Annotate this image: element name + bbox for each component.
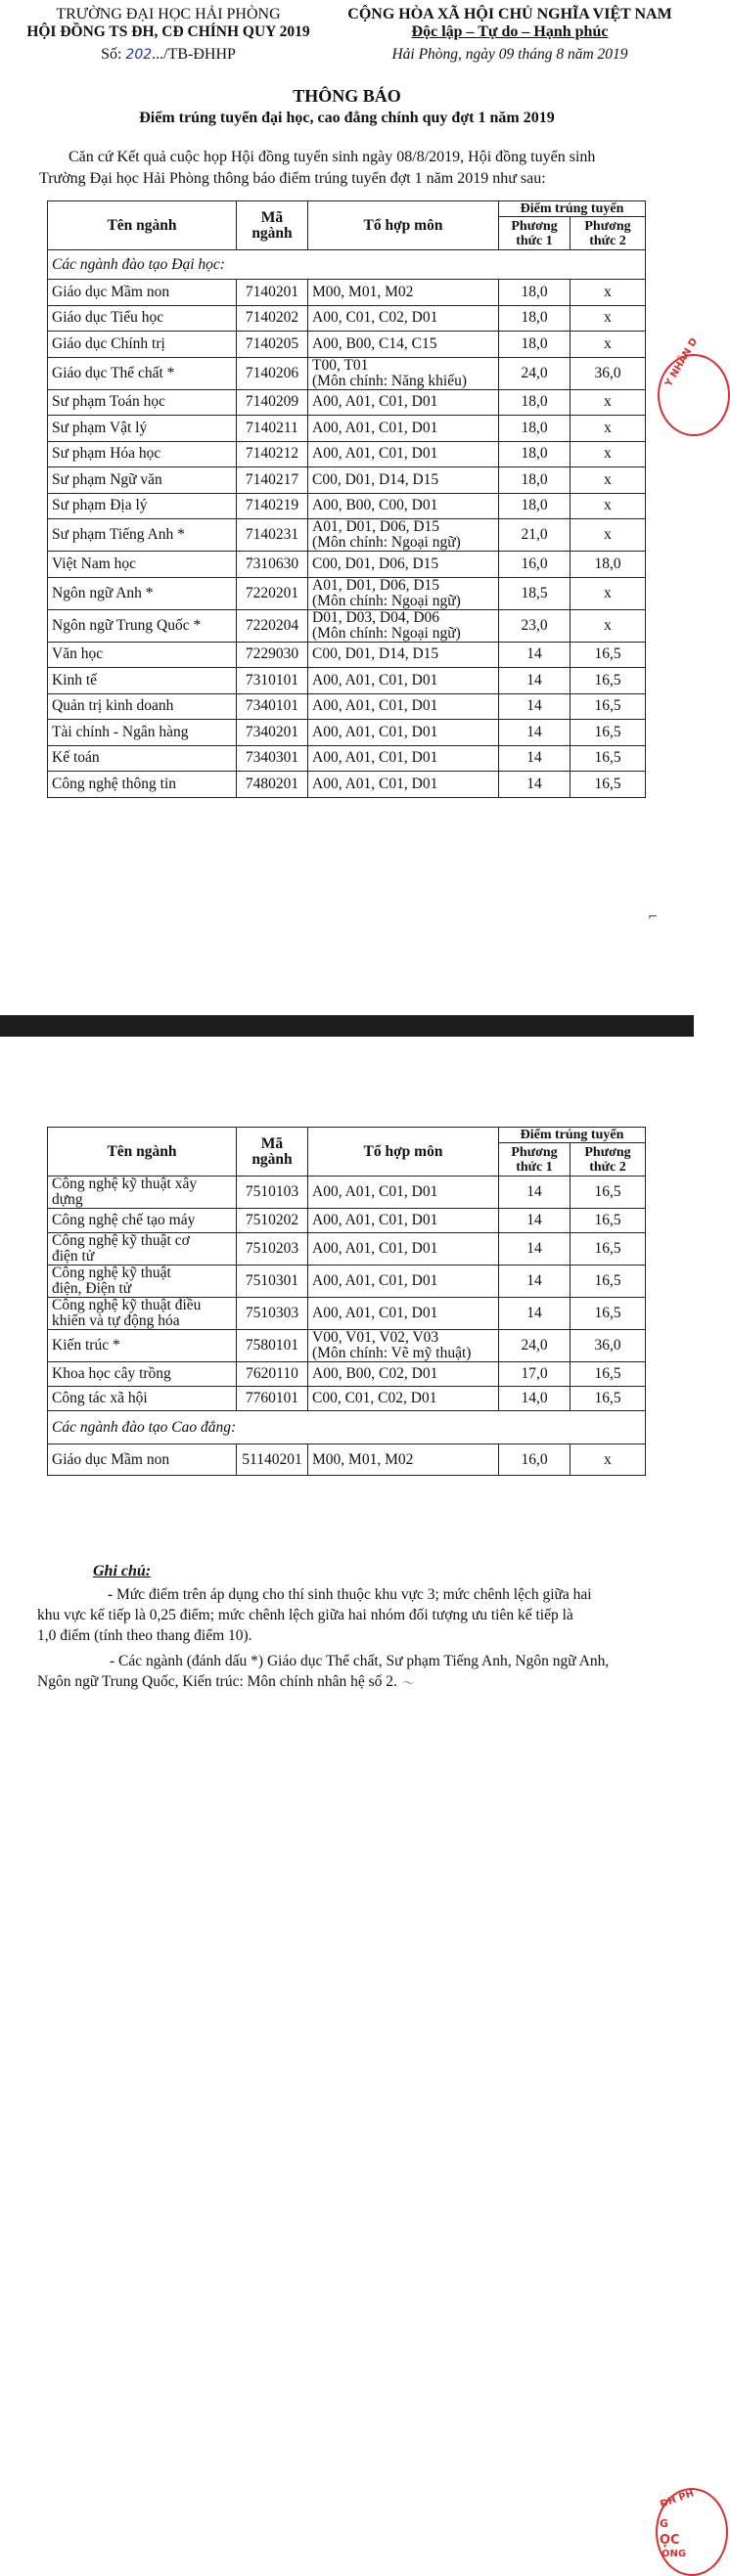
- table-row: [48, 519, 646, 552]
- score-method-1: 18,0: [499, 280, 570, 306]
- major-name: Sư phạm Ngữ văn: [48, 467, 237, 494]
- major-name: Sư phạm Vật lý: [48, 416, 237, 442]
- major-code: 7140206: [237, 357, 308, 389]
- score-method-1: 18,0: [499, 493, 570, 519]
- score-method-2: x: [570, 467, 646, 494]
- motto: Độc lập – Tự do – Hạnh phúc: [411, 23, 609, 40]
- major-name: Giáo dục Chính trị: [48, 332, 237, 358]
- subject-combos: A00, A01, C01, D01: [308, 1177, 499, 1209]
- table-row: [48, 1177, 646, 1209]
- subject-combos: A00, A01, C01, D01: [308, 389, 499, 416]
- major-code: 7140231: [237, 519, 308, 552]
- major-code: 7310630: [237, 552, 308, 578]
- major-code: 7340201: [237, 720, 308, 746]
- subject-combos: V00, V01, V02, V03 (Môn chính: Vẽ mỹ thuật): [308, 1330, 499, 1362]
- major-code: 51140201: [237, 1444, 308, 1476]
- table-row: [48, 668, 646, 694]
- score-method-1: 14: [499, 720, 570, 746]
- table-row: [48, 1444, 646, 1476]
- place-date: Hải Phòng, ngày 09 tháng 8 năm 2019: [391, 46, 628, 63]
- major-code: 7140219: [237, 493, 308, 519]
- score-method-1: 21,0: [499, 519, 570, 552]
- major-code: 7140209: [237, 389, 308, 416]
- note-2-line-1: - Các ngành (đánh dấu *) Giáo dục Thể chất, Sư phạm Tiếng Anh, Ngôn ngữ Anh,: [110, 1653, 610, 1669]
- score-method-1: 14: [499, 1177, 570, 1209]
- major-name: Công nghệ kỹ thuật cơ điện tử: [48, 1233, 237, 1266]
- table-row: [48, 441, 646, 467]
- score-method-1: 14: [499, 1209, 570, 1233]
- major-code: 7140217: [237, 467, 308, 494]
- score-method-2: x: [570, 389, 646, 416]
- score-method-1: 14: [499, 1233, 570, 1266]
- major-name: Kinh tế: [48, 668, 237, 694]
- score-method-1: 24,0: [499, 1330, 570, 1362]
- table-row: [48, 1387, 646, 1411]
- score-method-2: x: [570, 519, 646, 552]
- table-row: [48, 493, 646, 519]
- major-code: 7140205: [237, 332, 308, 358]
- table-row: [48, 416, 646, 442]
- score-method-2: x: [570, 305, 646, 332]
- subject-combos: M00, M01, M02: [308, 1444, 499, 1476]
- col-header-subjects: Tổ hợp môn: [308, 201, 499, 250]
- subject-combos: A00, A01, C01, D01: [308, 772, 499, 798]
- document-page-1: [0, 0, 701, 1015]
- table-row: [48, 693, 646, 720]
- score-method-1: 14: [499, 1266, 570, 1298]
- major-name: Sư phạm Tiếng Anh *: [48, 519, 237, 552]
- red-stamp-partial-1: Y NHÂN D: [658, 354, 730, 436]
- major-name: Khoa học cây trồng: [48, 1362, 237, 1387]
- intro-line-2: Trường Đại học Hải Phòng thông báo điểm trúng tuyển đợt 1 năm 2019 như sau:: [39, 170, 546, 187]
- subject-combos: A00, A01, C01, D01: [308, 720, 499, 746]
- score-method-1: 14: [499, 668, 570, 694]
- score-method-2: 16,5: [570, 745, 646, 772]
- score-method-2: x: [570, 577, 646, 609]
- major-name: Sư phạm Hóa học: [48, 441, 237, 467]
- score-method-1: 18,0: [499, 441, 570, 467]
- score-method-2: x: [570, 441, 646, 467]
- table-row: [48, 280, 646, 306]
- document-title: THÔNG BÁO: [293, 86, 401, 106]
- subject-combos: A00, A01, C01, D01: [308, 693, 499, 720]
- major-name: Công nghệ kỹ thuật điện, Điện tử: [48, 1266, 237, 1298]
- score-method-1: 18,5: [499, 577, 570, 609]
- major-name: Giáo dục Mầm non: [48, 280, 237, 306]
- score-method-1: 14,0: [499, 1387, 570, 1411]
- country-name: CỘNG HÒA XÃ HỘI CHỦ NGHĨA VIỆT NAM: [347, 6, 672, 22]
- major-code: 7620110: [237, 1362, 308, 1387]
- col-header-score-group: Điểm trúng tuyển: [499, 1128, 646, 1143]
- note-2-line-2: Ngôn ngữ Trung Quốc, Kiến trúc: Môn chính nhân hệ số 2.: [37, 1673, 397, 1690]
- score-method-1: 18,0: [499, 332, 570, 358]
- major-name: Kiến trúc *: [48, 1330, 237, 1362]
- score-method-2: 18,0: [570, 552, 646, 578]
- major-name: Công nghệ chế tạo máy: [48, 1209, 237, 1233]
- score-method-2: x: [570, 280, 646, 306]
- col-header-method-1: Phương thức 1: [499, 217, 570, 250]
- score-method-2: x: [570, 609, 646, 642]
- major-name: Ngôn ngữ Anh *: [48, 577, 237, 609]
- major-name: Giáo dục Tiểu học: [48, 305, 237, 332]
- score-method-2: x: [570, 1444, 646, 1476]
- table-row: [48, 332, 646, 358]
- major-name: Công nghệ kỹ thuật điều khiển và tự động hóa: [48, 1298, 237, 1330]
- subject-combos: A00, A01, C01, D01: [308, 1266, 499, 1298]
- intro-line-1: Căn cứ Kết quả cuộc họp Hội đồng tuyển sinh ngày 08/8/2019, Hội đồng tuyển sinh: [68, 149, 596, 165]
- col-header-major: Tên ngành: [48, 1128, 237, 1177]
- subject-combos: A00, A01, C01, D01: [308, 416, 499, 442]
- major-name: Tài chính - Ngân hàng: [48, 720, 237, 746]
- major-code: 7310101: [237, 668, 308, 694]
- table-row: [48, 305, 646, 332]
- major-name: Việt Nam học: [48, 552, 237, 578]
- score-method-1: 17,0: [499, 1362, 570, 1387]
- number-prefix: Số:: [101, 46, 126, 63]
- document-subtitle: Điểm trúng tuyển đại học, cao đẳng chính quy đợt 1 năm 2019: [139, 110, 555, 126]
- table-row: [48, 577, 646, 609]
- major-code: 7229030: [237, 642, 308, 668]
- score-method-2: 16,5: [570, 1177, 646, 1209]
- score-method-2: 36,0: [570, 357, 646, 389]
- table-row: [48, 357, 646, 389]
- major-code: 7760101: [237, 1387, 308, 1411]
- subject-combos: C00, D01, D14, D15: [308, 467, 499, 494]
- subject-combos: A00, A01, C01, D01: [308, 745, 499, 772]
- section-college: Các ngành đào tạo Cao đẳng:: [48, 1411, 646, 1444]
- major-code: 7510202: [237, 1209, 308, 1233]
- table-row: [48, 389, 646, 416]
- table-row: [48, 1330, 646, 1362]
- table-row: [48, 609, 646, 642]
- subject-combos: D01, D03, D04, D06 (Môn chính: Ngoại ngữ): [308, 609, 499, 642]
- table-row: [48, 1266, 646, 1298]
- issuer-block: [22, 6, 315, 64]
- col-header-method-2: Phương thức 2: [570, 217, 646, 250]
- major-name: Sư phạm Địa lý: [48, 493, 237, 519]
- score-method-1: 14: [499, 745, 570, 772]
- score-method-1: 14: [499, 693, 570, 720]
- table-row: [48, 720, 646, 746]
- score-method-1: 18,0: [499, 389, 570, 416]
- score-method-1: 24,0: [499, 357, 570, 389]
- score-method-2: 16,5: [570, 1387, 646, 1411]
- major-name: Giáo dục Thể chất *: [48, 357, 237, 389]
- score-method-1: 14: [499, 772, 570, 798]
- score-method-1: 18,0: [499, 467, 570, 494]
- subject-combos: A00, A01, C01, D01: [308, 1233, 499, 1266]
- score-method-2: 36,0: [570, 1330, 646, 1362]
- table-row: [48, 1233, 646, 1266]
- major-name: Công nghệ kỹ thuật xây dựng: [48, 1177, 237, 1209]
- signature-mark: 〜: [401, 1676, 414, 1690]
- subject-combos: A01, D01, D06, D15 (Môn chính: Ngoại ngữ): [308, 519, 499, 552]
- major-name: Sư phạm Toán học: [48, 389, 237, 416]
- subject-combos: A00, B00, C00, D01: [308, 493, 499, 519]
- score-method-2: 16,5: [570, 1209, 646, 1233]
- major-code: 7220204: [237, 609, 308, 642]
- major-code: 7510303: [237, 1298, 308, 1330]
- major-name: Công tác xã hội: [48, 1387, 237, 1411]
- red-stamp-partial-2: ĐH PH G ỌC ÒNG: [656, 2488, 728, 2576]
- score-method-2: 16,5: [570, 772, 646, 798]
- major-code: 7480201: [237, 772, 308, 798]
- subject-combos: A00, B00, C14, C15: [308, 332, 499, 358]
- col-header-subjects: Tổ hợp môn: [308, 1128, 499, 1177]
- subject-combos: C00, D01, D14, D15: [308, 642, 499, 668]
- major-name: Giáo dục Mầm non: [48, 1444, 237, 1476]
- table-row: [48, 467, 646, 494]
- score-method-2: 16,5: [570, 1298, 646, 1330]
- score-method-2: 16,5: [570, 642, 646, 668]
- major-code: 7140202: [237, 305, 308, 332]
- major-code: 7340101: [237, 693, 308, 720]
- major-code: 7580101: [237, 1330, 308, 1362]
- score-method-2: 16,5: [570, 1233, 646, 1266]
- major-code: 7510103: [237, 1177, 308, 1209]
- score-method-1: 23,0: [499, 609, 570, 642]
- col-header-code: Mã ngành: [237, 201, 308, 250]
- major-name: Văn học: [48, 642, 237, 668]
- note-1-line-1: - Mức điểm trên áp dụng cho thí sinh thuộc khu vực 3; mức chênh lệch giữa hai: [108, 1586, 592, 1603]
- score-method-1: 16,0: [499, 552, 570, 578]
- major-name: Ngôn ngữ Trung Quốc *: [48, 609, 237, 642]
- major-code: 7220201: [237, 577, 308, 609]
- col-header-method-1: Phương thức 1: [499, 1143, 570, 1177]
- table-row: [48, 642, 646, 668]
- col-header-major: Tên ngành: [48, 201, 237, 250]
- score-method-1: 18,0: [499, 305, 570, 332]
- subject-combos: T00, T01 (Môn chính: Năng khiếu): [308, 357, 499, 389]
- margin-mark: ⌐: [648, 910, 659, 923]
- table-row: [48, 745, 646, 772]
- table-row: [48, 772, 646, 798]
- note-1-line-3: 1,0 điểm (tính theo thang điểm 10).: [37, 1627, 252, 1644]
- major-name: Công nghệ thông tin: [48, 772, 237, 798]
- major-code: 7140211: [237, 416, 308, 442]
- subject-combos: A00, B00, C02, D01: [308, 1362, 499, 1387]
- subject-combos: A00, A01, C01, D01: [308, 1209, 499, 1233]
- score-method-2: 16,5: [570, 720, 646, 746]
- subject-combos: A00, C01, C02, D01: [308, 305, 499, 332]
- major-code: 7510203: [237, 1233, 308, 1266]
- major-code: 7510301: [237, 1266, 308, 1298]
- university-name: TRƯỜNG ĐẠI HỌC HẢI PHÒNG: [56, 6, 281, 22]
- score-method-2: x: [570, 332, 646, 358]
- notes-title: Ghi chú:: [93, 1563, 152, 1579]
- page-separator: [0, 1015, 694, 1037]
- score-method-2: x: [570, 493, 646, 519]
- major-name: Kế toán: [48, 745, 237, 772]
- score-method-1: 16,0: [499, 1444, 570, 1476]
- table-row: [48, 1362, 646, 1387]
- col-header-score-group: Điểm trúng tuyển: [499, 201, 646, 217]
- subject-combos: A00, A01, C01, D01: [308, 1298, 499, 1330]
- national-motto-block: [333, 6, 687, 64]
- score-method-2: 16,5: [570, 1266, 646, 1298]
- number-suffix: .../TB-ĐHHP: [152, 46, 236, 63]
- scores-table-page-2: [47, 1127, 646, 1476]
- score-method-2: x: [570, 416, 646, 442]
- col-header-code: Mã ngành: [237, 1128, 308, 1177]
- score-method-2: 16,5: [570, 668, 646, 694]
- score-method-2: 16,5: [570, 693, 646, 720]
- table-row: [48, 1209, 646, 1233]
- council-name: HỘI ĐỒNG TS ĐH, CĐ CHÍNH QUY 2019: [26, 23, 310, 40]
- subject-combos: A00, A01, C01, D01: [308, 668, 499, 694]
- subject-combos: C00, C01, C02, D01: [308, 1387, 499, 1411]
- subject-combos: A00, A01, C01, D01: [308, 441, 499, 467]
- major-name: Quản trị kinh doanh: [48, 693, 237, 720]
- table-row: [48, 552, 646, 578]
- major-code: 7340301: [237, 745, 308, 772]
- col-header-method-2: Phương thức 2: [570, 1143, 646, 1177]
- section-university: Các ngành đào tạo Đại học:: [48, 250, 646, 280]
- score-method-1: 14: [499, 642, 570, 668]
- scores-table-page-1: [47, 200, 646, 798]
- score-method-1: 14: [499, 1298, 570, 1330]
- major-code: 7140201: [237, 280, 308, 306]
- subject-combos: A01, D01, D06, D15 (Môn chính: Ngoại ngữ): [308, 577, 499, 609]
- table-row: [48, 1298, 646, 1330]
- subject-combos: C00, D01, D06, D15: [308, 552, 499, 578]
- score-method-1: 18,0: [499, 416, 570, 442]
- subject-combos: M00, M01, M02: [308, 280, 499, 306]
- document-number: [22, 46, 315, 64]
- note-1-line-2: khu vực kế tiếp là 0,25 điểm; mức chênh lệch giữa hai nhóm đối tượng ưu tiên kế tiếp là: [37, 1607, 573, 1623]
- number-value: 202: [125, 47, 153, 63]
- major-code: 7140212: [237, 441, 308, 467]
- score-method-2: 16,5: [570, 1362, 646, 1387]
